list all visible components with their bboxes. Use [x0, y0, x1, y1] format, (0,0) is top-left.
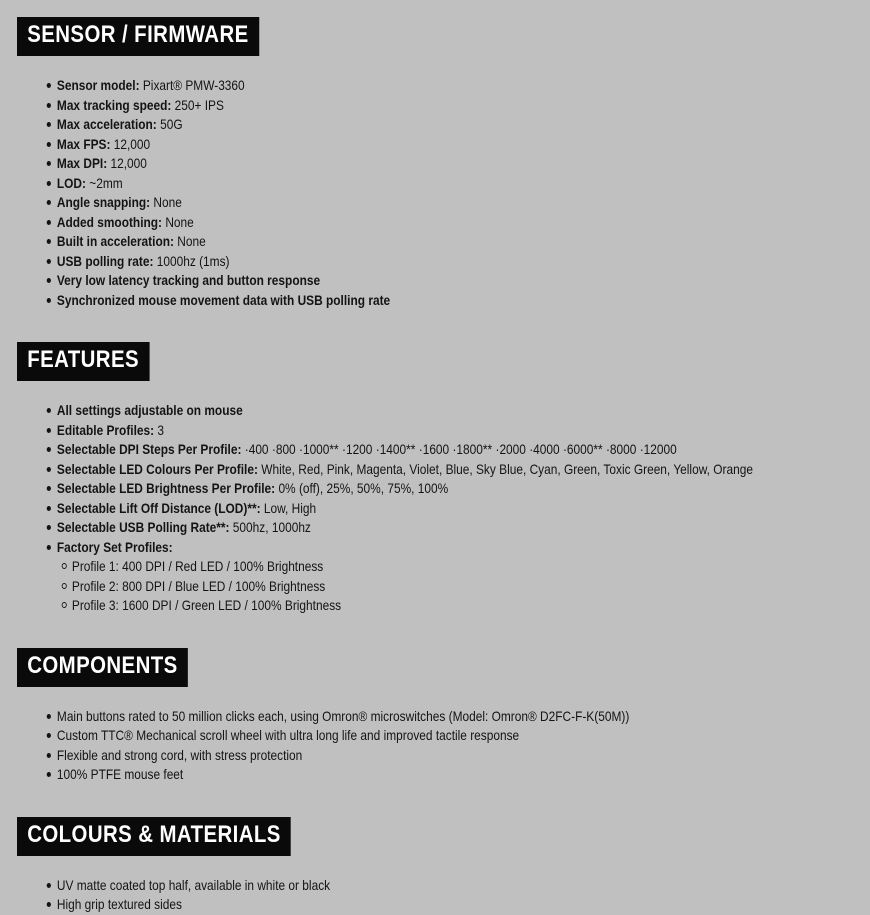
item-label: Very low latency tracking and button response: [56, 272, 321, 288]
item-value: Profile 1: 400 DPI / Red LED / 100% Brightness: [71, 558, 324, 574]
item-label: Factory Set Profiles:: [56, 538, 173, 555]
item-label: Selectable LED Colours Per Profile:: [56, 460, 258, 477]
item-label: All settings adjustable on mouse: [56, 402, 243, 418]
list-item: [45, 76, 746, 96]
list-item: [45, 460, 753, 480]
list-item: [45, 895, 746, 915]
item-value: None: [162, 213, 194, 230]
item-value: 100% PTFE mouse feet: [56, 766, 184, 782]
item-value: Custom TTC® Mechanical scroll wheel with ultra long life and improved tactile response: [56, 727, 520, 743]
list-item: [45, 707, 746, 727]
section-item-list: [17, 876, 870, 915]
list-item: [45, 232, 746, 252]
list-item: [60, 577, 749, 597]
item-label: Selectable Lift Off Distance (LOD)**:: [56, 499, 261, 516]
list-item: [45, 115, 746, 135]
section-colours-materials: [17, 817, 870, 915]
list-item: [45, 876, 746, 896]
item-value: 12,000: [110, 135, 151, 152]
section-title: COLOURS & MATERIALS: [17, 817, 291, 856]
item-label: Sensor model:: [56, 77, 140, 93]
item-label: Max DPI:: [56, 155, 108, 171]
list-item: [45, 479, 746, 499]
item-value: Low, High: [260, 499, 317, 516]
item-value: None: [150, 194, 182, 210]
list-item: [45, 499, 746, 519]
item-label: Built in acceleration:: [56, 233, 174, 249]
item-value: High grip textured sides: [56, 896, 182, 912]
item-label: Max acceleration:: [56, 116, 157, 132]
section-item-list: [17, 76, 870, 310]
list-item: [45, 213, 746, 233]
list-item: [45, 765, 746, 785]
section-components: [17, 648, 870, 785]
item-label: Selectable LED Brightness Per Profile:: [56, 480, 276, 496]
list-item: [45, 726, 746, 746]
list-item: [45, 96, 746, 116]
item-value: White, Red, Pink, Magenta, Violet, Blue, Sky Blue, Cyan, Green, Toxic Green, Yellow, Orange: [257, 460, 753, 477]
section-item-list: [17, 401, 870, 616]
item-value: Main buttons rated to 50 million clicks each, using Omron® microswitches (Model: Omron® D2FC-F-K(50M)): [56, 707, 630, 724]
item-label: USB polling rate:: [56, 252, 154, 269]
section-item-list: [17, 707, 870, 785]
item-value: Profile 2: 800 DPI / Blue LED / 100% Brightness: [71, 577, 326, 594]
item-label: Max tracking speed:: [56, 96, 172, 113]
item-label: Added smoothing:: [56, 213, 163, 230]
list-item: [45, 252, 746, 272]
item-label: LOD:: [56, 174, 86, 191]
item-value: 250+ IPS: [171, 96, 224, 113]
item-value: ·400 ·800 ·1000** ·1200 ·1400** ·1600 ·1800** ·2000 ·4000 ·6000** ·8000 ·12000: [241, 441, 677, 457]
section-sensor-firmware: [17, 17, 870, 310]
item-label: Selectable DPI Steps Per Profile:: [56, 441, 242, 457]
item-value: Profile 3: 1600 DPI / Green LED / 100% Brightness: [71, 597, 342, 613]
item-value: Flexible and strong cord, with stress protection: [56, 746, 303, 763]
item-value: 1000hz (1ms): [153, 252, 230, 269]
item-value: None: [173, 233, 206, 249]
list-item: [45, 291, 746, 311]
list-item: [60, 557, 749, 577]
list-item: [45, 193, 746, 213]
item-value: ~2mm: [85, 174, 123, 191]
list-item: [45, 271, 746, 291]
list-item: [45, 518, 746, 538]
item-value: UV matte coated top half, available in white or black: [56, 876, 331, 893]
item-label: Synchronized mouse movement data with USB polling rate: [56, 291, 391, 308]
item-value: 500hz, 1000hz: [229, 519, 311, 535]
list-item: [45, 174, 746, 194]
list-item: [45, 746, 746, 766]
item-value: 50G: [156, 116, 183, 132]
item-label: Selectable USB Polling Rate**:: [56, 519, 230, 535]
list-item: [45, 135, 746, 155]
list-item: [45, 538, 746, 558]
section-features: [17, 342, 870, 616]
section-title: COMPONENTS: [17, 648, 188, 687]
list-item: [45, 421, 746, 441]
list-item: [45, 401, 746, 421]
item-value: 12,000: [107, 155, 147, 171]
item-value: Pixart® PMW-3360: [139, 77, 245, 93]
item-value: 3: [154, 421, 165, 438]
section-title: SENSOR / FIRMWARE: [17, 17, 259, 56]
list-item: [45, 154, 746, 174]
list-item: [45, 440, 746, 460]
list-item: [60, 596, 749, 616]
item-label: Editable Profiles:: [56, 421, 155, 438]
section-title: FEATURES: [17, 342, 149, 381]
item-label: Angle snapping:: [56, 194, 151, 210]
item-value: 0% (off), 25%, 50%, 75%, 100%: [275, 480, 449, 496]
item-label: Max FPS:: [56, 135, 111, 152]
